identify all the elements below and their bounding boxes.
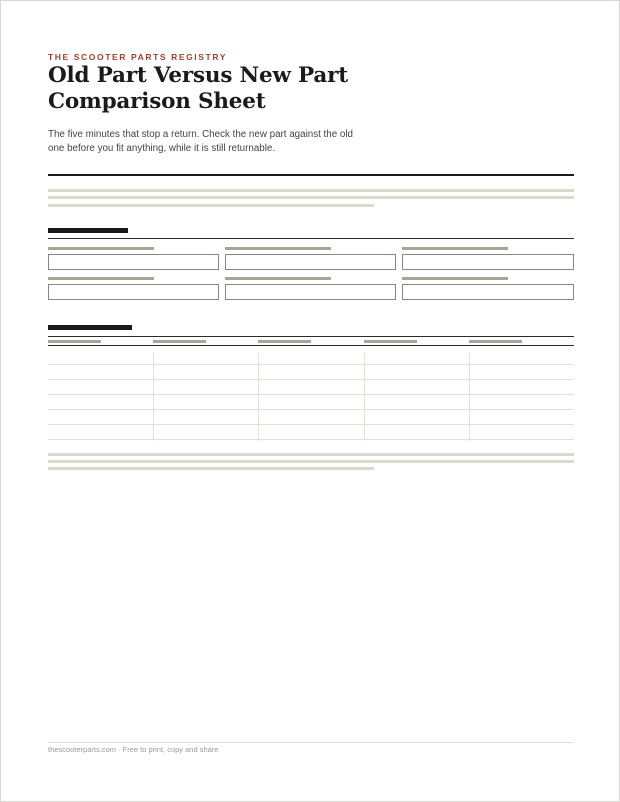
placeholder-line bbox=[48, 196, 574, 199]
section-heading-bar bbox=[48, 228, 128, 233]
entry-field[interactable] bbox=[48, 254, 219, 270]
entry-field[interactable] bbox=[402, 254, 574, 270]
table-top-rule bbox=[48, 336, 574, 337]
field-label-placeholder bbox=[402, 247, 508, 250]
section-rule bbox=[48, 238, 574, 239]
table-row[interactable] bbox=[48, 439, 574, 440]
placeholder-line bbox=[48, 467, 374, 470]
table-header-rule bbox=[48, 345, 574, 346]
column-header-placeholder bbox=[469, 340, 522, 343]
table-row[interactable] bbox=[48, 364, 574, 365]
table-row[interactable] bbox=[48, 379, 574, 380]
entry-field[interactable] bbox=[402, 284, 574, 300]
column-divider bbox=[258, 353, 259, 441]
column-divider bbox=[153, 353, 154, 441]
table-row[interactable] bbox=[48, 424, 574, 425]
entry-field[interactable] bbox=[48, 284, 219, 300]
entry-field[interactable] bbox=[225, 284, 396, 300]
footer-divider bbox=[48, 742, 574, 743]
column-header-placeholder bbox=[258, 340, 311, 343]
field-label-placeholder bbox=[48, 277, 154, 280]
placeholder-line bbox=[48, 204, 374, 207]
section-heading-bar bbox=[48, 325, 132, 330]
field-label-placeholder bbox=[48, 247, 154, 250]
header-divider bbox=[48, 174, 574, 176]
placeholder-line bbox=[48, 460, 574, 463]
column-header-placeholder bbox=[364, 340, 417, 343]
intro-text: The five minutes that stop a return. Check the new part against the old one before you fit anything, while it is still returnable. bbox=[48, 129, 353, 154]
table-row[interactable] bbox=[48, 394, 574, 395]
column-divider bbox=[364, 353, 365, 441]
publisher-kicker: THE SCOOTER PARTS REGISTRY bbox=[48, 52, 228, 62]
placeholder-line bbox=[48, 189, 574, 192]
column-header-placeholder bbox=[153, 340, 206, 343]
page-title: Old Part Versus New Part Comparison Sheet bbox=[48, 63, 349, 114]
entry-field[interactable] bbox=[225, 254, 396, 270]
field-label-placeholder bbox=[225, 277, 331, 280]
column-header-placeholder bbox=[48, 340, 101, 343]
field-label-placeholder bbox=[225, 247, 331, 250]
field-label-placeholder bbox=[402, 277, 508, 280]
footer-text: thescooterparts.com · Free to print, copy and share bbox=[48, 745, 219, 754]
placeholder-line bbox=[48, 453, 574, 456]
table-row[interactable] bbox=[48, 409, 574, 410]
column-divider bbox=[469, 353, 470, 441]
